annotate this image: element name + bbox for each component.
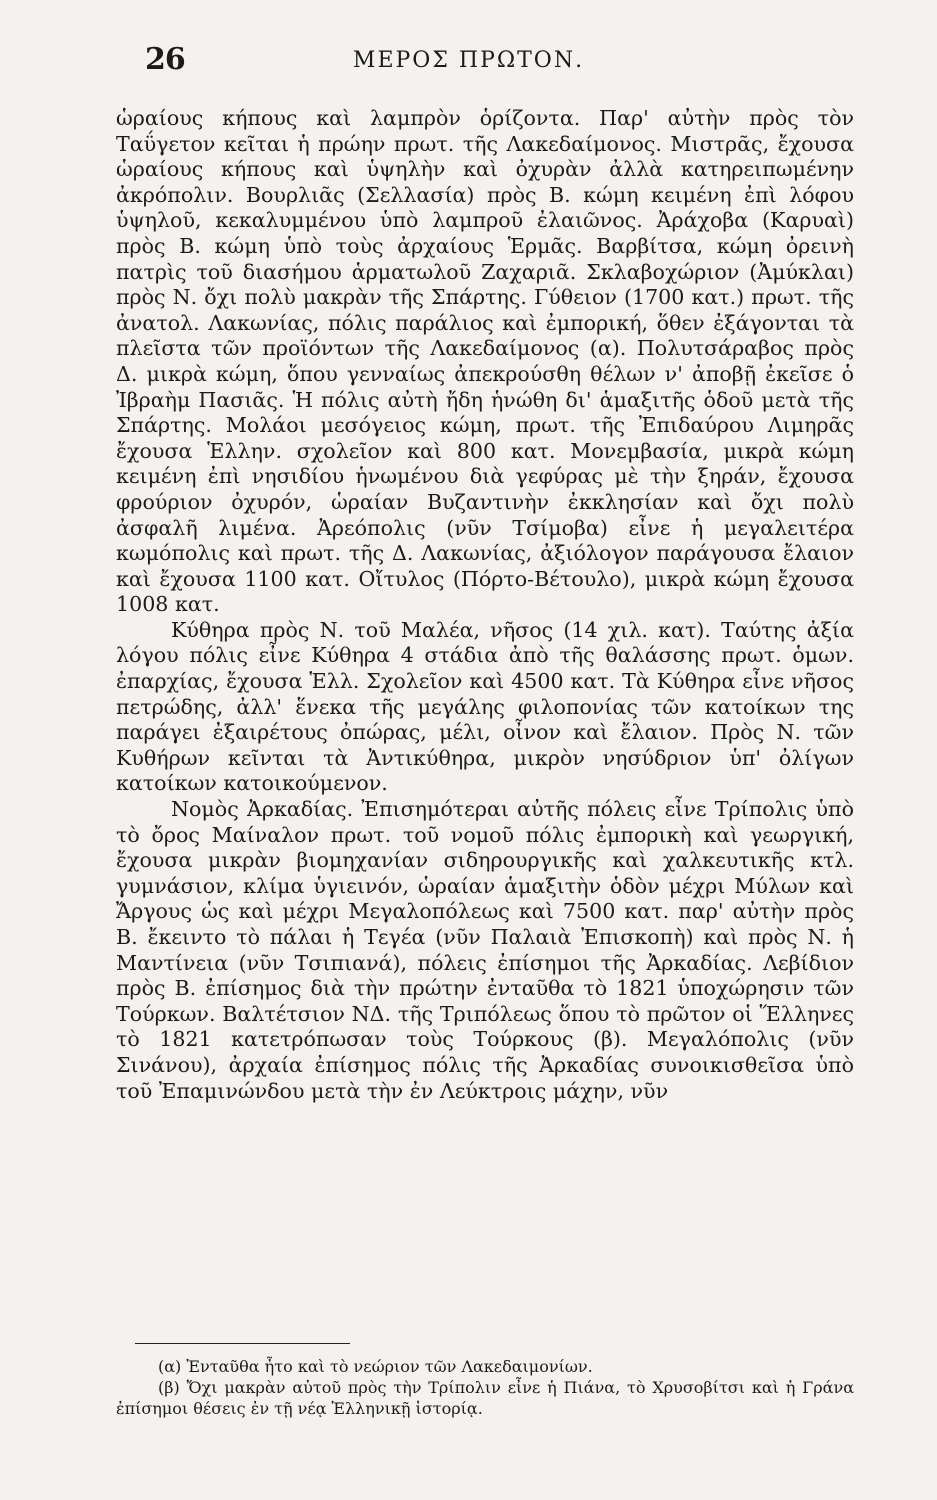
- footnote-divider: [135, 1343, 350, 1344]
- page-number: 26: [145, 42, 185, 77]
- running-title: ΜΕΡΟΣ ΠΡΩΤΟΝ.: [352, 48, 585, 73]
- footnote-a: (α) Ἐνταῦθα ἦτο καὶ τὸ νεώριον τῶν Λακεδαιμονίων.: [158, 1357, 593, 1376]
- paragraph-arcadia: Νομὸς Ἀρκαδίας. Ἐπισημότεραι αὐτῆς πόλεις εἶνε Τρίπολις ὑπὸ τὸ ὄρος Μαίναλον πρωτ. τοῦ νομοῦ πόλις ἐμπορικὴ καὶ γεωργική, ἔχουσα μικρὰν βιομηχανίαν σιδηρουργικῆς καὶ χαλκευτικῆς κτλ. γυμνάσιον, κλίμα ὑγιεινόν, ὡραίαν ἁμαξιτὴν ὁδὸν μέχρι Μύλων καὶ Ἄργους ὡς καὶ μέχρι Μεγαλοπόλεως καὶ 7500 κατ. παρ' αὐτὴν πρὸς Β. ἔκειντο τὸ πάλαι ἡ Τεγέα (νῦν Παλαιὰ Ἐπισκοπὴ) καὶ πρὸς Ν. ἡ Μαντίνεια (νῦν Τσιπιανά), πόλεις ἐπίσημοι τῆς Ἀρκαδίας. Λεβίδιον πρὸς Β. ἐπίσημος διὰ τὴν πρώτην ἐνταῦθα τὸ 1821 ὑποχώρησιν τῶν Τούρκων. Βαλτέτσιον ΝΔ. τῆς Τριπόλεως ὅπου τὸ πρῶτον οἱ Ἕλληνες τὸ 1821 κατετρόπωσαν τοὺς Τούρκους (β). Μεγαλόπολις (νῦν Σινάνου), ἀρχαία ἐπίσημος πόλις τῆς Ἀρκαδίας συνοικισθεῖσα ὑπὸ τοῦ Ἐπαμινώνδου μετὰ τὴν ἐν Λεύκτροις μάχην, νῦν: [116, 797, 854, 1103]
- footnote-b: (β) Ὄχι μακρὰν αὐτοῦ πρὸς τὴν Τρίπολιν εἶνε ἡ Πιάνα, τὸ Χρυσοβίτσι καὶ ἡ Γράνα ἐπίσημοι θέσεις ἐν τῇ νέᾳ Ἑλληνικῇ ἱστορίᾳ.: [116, 1378, 854, 1418]
- page-header: [0, 42, 937, 82]
- paragraph-laconia-cities: ὡραίους κήπους καὶ λαμπρὸν ὁρίζοντα. Παρ' αὐτὴν πρὸς τὸν Ταΰγετον κεῖται ἡ πρώην πρωτ. τῆς Λακεδαίμονος. Μιστρᾶς, ἔχουσα ὡραίους κήπους καὶ ὑψηλὴν καὶ ὀχυρὰν ἀλλὰ κατηρειπωμένην ἀκρόπολιν. Βουρλιᾶς (Σελλασία) πρὸς Β. κώμη κειμένη ἐπὶ λόφου ὑψηλοῦ, κεκαλυμμένου ὑπὸ λαμπροῦ ἐλαιῶνος. Ἀράχοβα (Καρυαὶ) πρὸς Β. κώμη ὑπὸ τοὺς ἀρχαίους Ἑρμᾶς. Βαρβίτσα, κώμη ὀρεινὴ πατρὶς τοῦ διασήμου ἁρματωλοῦ Ζαχαριᾶ. Σκλαβοχώριον (Ἀμύκλαι) πρὸς Ν. ὄχι πολὺ μακρὰν τῆς Σπάρτης. Γύθειον (1700 κατ.) πρωτ. τῆς ἀνατολ. Λακωνίας, πόλις παράλιος καὶ ἐμπορική, ὅθεν ἐξάγονται τὰ πλεῖστα τῶν προϊόντων τῆς Λακεδαίμονος (α). Πολυτσάραβος πρὸς Δ. μικρὰ κώμη, ὅπου γενναίως ἀπεκρούσθη θέλων ν' ἀποβῇ ἐκεῖσε ὁ Ἰβραὴμ Πασιᾶς. Ἡ πόλις αὐτὴ ἤδη ἡνώθη δι' ἁμαξιτῆς ὁδοῦ μετὰ τῆς Σπάρτης. Μολάοι μεσόγειος κώμη, πρωτ. τῆς Ἐπιδαύρου Λιμηρᾶς ἔχουσα Ἑλλην. σχολεῖον καὶ 800 κατ. Μονεμβασία, μικρὰ κώμη κειμένη ἐπὶ νησιδίου ἡνωμένου διὰ γεφύρας μὲ τὴν ξηράν, ἔχουσα φρούριον ὀχυρόν, ὡραίαν Βυζαντινὴν ἐκκλησίαν καὶ ὄχι πολὺ ἀσφαλῆ λιμένα. Ἀρεόπολις (νῦν Τσίμοβα) εἶνε ἡ μεγαλειτέρα κωμόπολις καὶ πρωτ. τῆς Δ. Λακωνίας, ἀξιόλογον παράγουσα ἔλαιον καὶ ἔχουσα 1100 κατ. Οἴτυλος (Πόρτο-Βέτουλο), μικρὰ κώμη ἔχουσα 1008 κατ.: [116, 106, 854, 617]
- paragraph-kythera: Κύθηρα πρὸς Ν. τοῦ Μαλέα, νῆσος (14 χιλ. κατ). Ταύτης ἀξία λόγου πόλις εἶνε Κύθηρα 4 στάδια ἀπὸ τῆς θαλάσσης πρωτ. ὁμων. ἐπαρχίας, ἔχουσα Ἑλλ. Σχολεῖον καὶ 4500 κατ. Τὰ Κύθηρα εἶνε νῆσος πετρώδης, ἀλλ' ἕνεκα τῆς μεγάλης φιλοπονίας τῶν κατοίκων της παράγει ἐξαιρέτους ὀπώρας, μέλι, οἶνον καὶ ἔλαιον. Πρὸς Ν. τῶν Κυθήρων κεῖνται τὰ Ἀντικύθηρα, μικρὸν νησύδριον ὑπ' ὀλίγων κατοίκων κατοικούμενον.: [116, 617, 854, 796]
- body-text: [116, 106, 854, 1104]
- footnotes: [116, 1356, 854, 1419]
